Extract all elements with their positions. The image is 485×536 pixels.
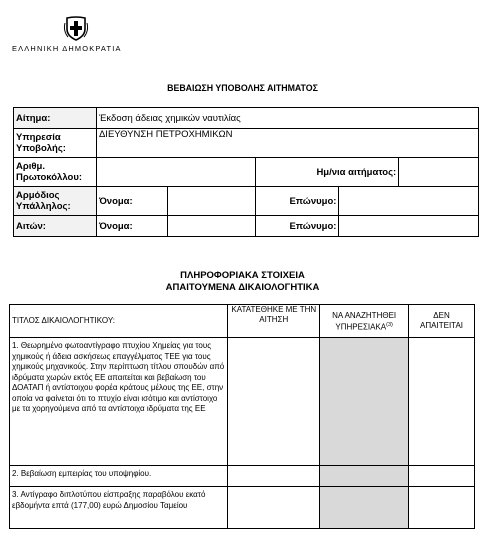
not-required-cell	[409, 338, 475, 466]
officer-first-name-label: Όνομα:	[96, 187, 167, 216]
request-value: Έκδοση άδειας χημικών ναυτιλίας	[96, 108, 478, 129]
applicant-label: Αιτών:	[14, 216, 97, 237]
column-search-internally: ΝΑ ΑΝΑΖΗΤΗΘΕΙ ΥΠΗΡΕΣΙΑΚΑ$^{(3)}$	[320, 305, 409, 338]
service-label: Υπηρεσία Υποβολής:	[14, 129, 97, 158]
info-title-line2: ΑΠΑΙΤΟΥΜΕΝΑ ΔΙΚΑΙΟΛΟΓΗΤΙΚΑ	[165, 282, 320, 293]
table-row	[10, 466, 475, 487]
receipt-title: ΒΕΒΑΙΩΣΗ ΥΠΟΒΟΛΗΣ ΑΙΤΗΜΑΤΟΣ	[167, 83, 318, 93]
footnote-mark: (3)	[386, 321, 393, 328]
column-submitted: ΚΑΤΑΤΕΘΗΚΕ ΜΕ ΤΗΝ ΑΙΤΗΣΗ	[228, 305, 320, 338]
document-item-3: 3. Αντίγραφο διπλοτύπου είσπραξης παραβόλου εκατό εβδομήντα επτά (177,00) ευρώ Δημοσίου Ταμείου	[10, 487, 228, 529]
service-value: ΔΙΕΥΘΥΝΣΗ ΠΕΤΡΟΧΗΜΙΚΩΝ	[96, 129, 478, 158]
coat-of-arms-icon	[63, 15, 89, 41]
applicant-last-name-value	[339, 216, 479, 237]
request-label: Αίτημα:	[14, 108, 97, 129]
document-item-2: 2. Βεβαίωση εμπειρίας του υποψηφίου.	[10, 466, 228, 487]
search-internally-cell	[320, 338, 409, 466]
officer-last-name-label: Επώνυμο:	[255, 187, 339, 216]
protocol-value	[96, 158, 255, 187]
submitted-cell	[228, 466, 320, 487]
submitted-cell	[228, 487, 320, 529]
officer-first-name-value	[167, 187, 255, 216]
officer-last-name-value	[339, 187, 479, 216]
column-title: ΤΙΤΛΟΣ ΔΙΚΑΙΟΛΟΓΗΤΙΚΟΥ:	[10, 305, 228, 338]
document-item-1: 1. Θεωρημένο φωτοαντίγραφο πτυχίου Χημείας για τους χημικούς ή άδεια ασκήσεως επαγγέλματος ΤΕΕ για τους χημικούς μηχανικούς. Στην περίπτωση τίτλου σπουδών από ιδρύματα χωρών εκτός ΕΕ απαιτείται και βεβαίωση του ΔΟΑΤΑΠ ή αντίστοιχου φορέα κράτους μέλους της ΕΕ, στην οποία να φαίνεται ότι το πτυχίο είναι ισότιμο και αντίστοιχο με τα χορηγούμενα από τα αντίστοιχα ιδρύματα της ΕΕ	[10, 338, 228, 466]
table-row	[10, 338, 475, 466]
not-required-cell	[409, 466, 475, 487]
request-table	[13, 107, 479, 237]
table-row	[10, 487, 475, 529]
officer-label: Αρμόδιος Υπάλληλος:	[14, 187, 97, 216]
date-label: Ημ/νια αιτήματος:	[255, 158, 399, 187]
protocol-label: Αριθμ. Πρωτοκόλλου:	[14, 158, 97, 187]
search-internally-cell	[320, 466, 409, 487]
search-internally-cell	[320, 487, 409, 529]
column-not-required: ΔΕΝ ΑΠΑΙΤΕΙΤΑΙ	[409, 305, 475, 338]
applicant-first-name-label: Όνομα:	[96, 216, 167, 237]
applicant-first-name-value	[167, 216, 255, 237]
not-required-cell	[409, 487, 475, 529]
applicant-last-name-label: Επώνυμο:	[255, 216, 339, 237]
date-value	[399, 158, 479, 187]
submitted-cell	[228, 338, 320, 466]
info-title-line1: ΠΛΗΡΟΦΟΡΙΑΚΑ ΣΤΟΙΧΕΙΑ	[180, 270, 305, 281]
info-title	[0, 270, 485, 294]
government-name: ΕΛΛΗΝΙΚΗ ΔΗΜΟΚΡΑΤΙΑ	[12, 44, 122, 53]
documents-table	[9, 304, 475, 529]
